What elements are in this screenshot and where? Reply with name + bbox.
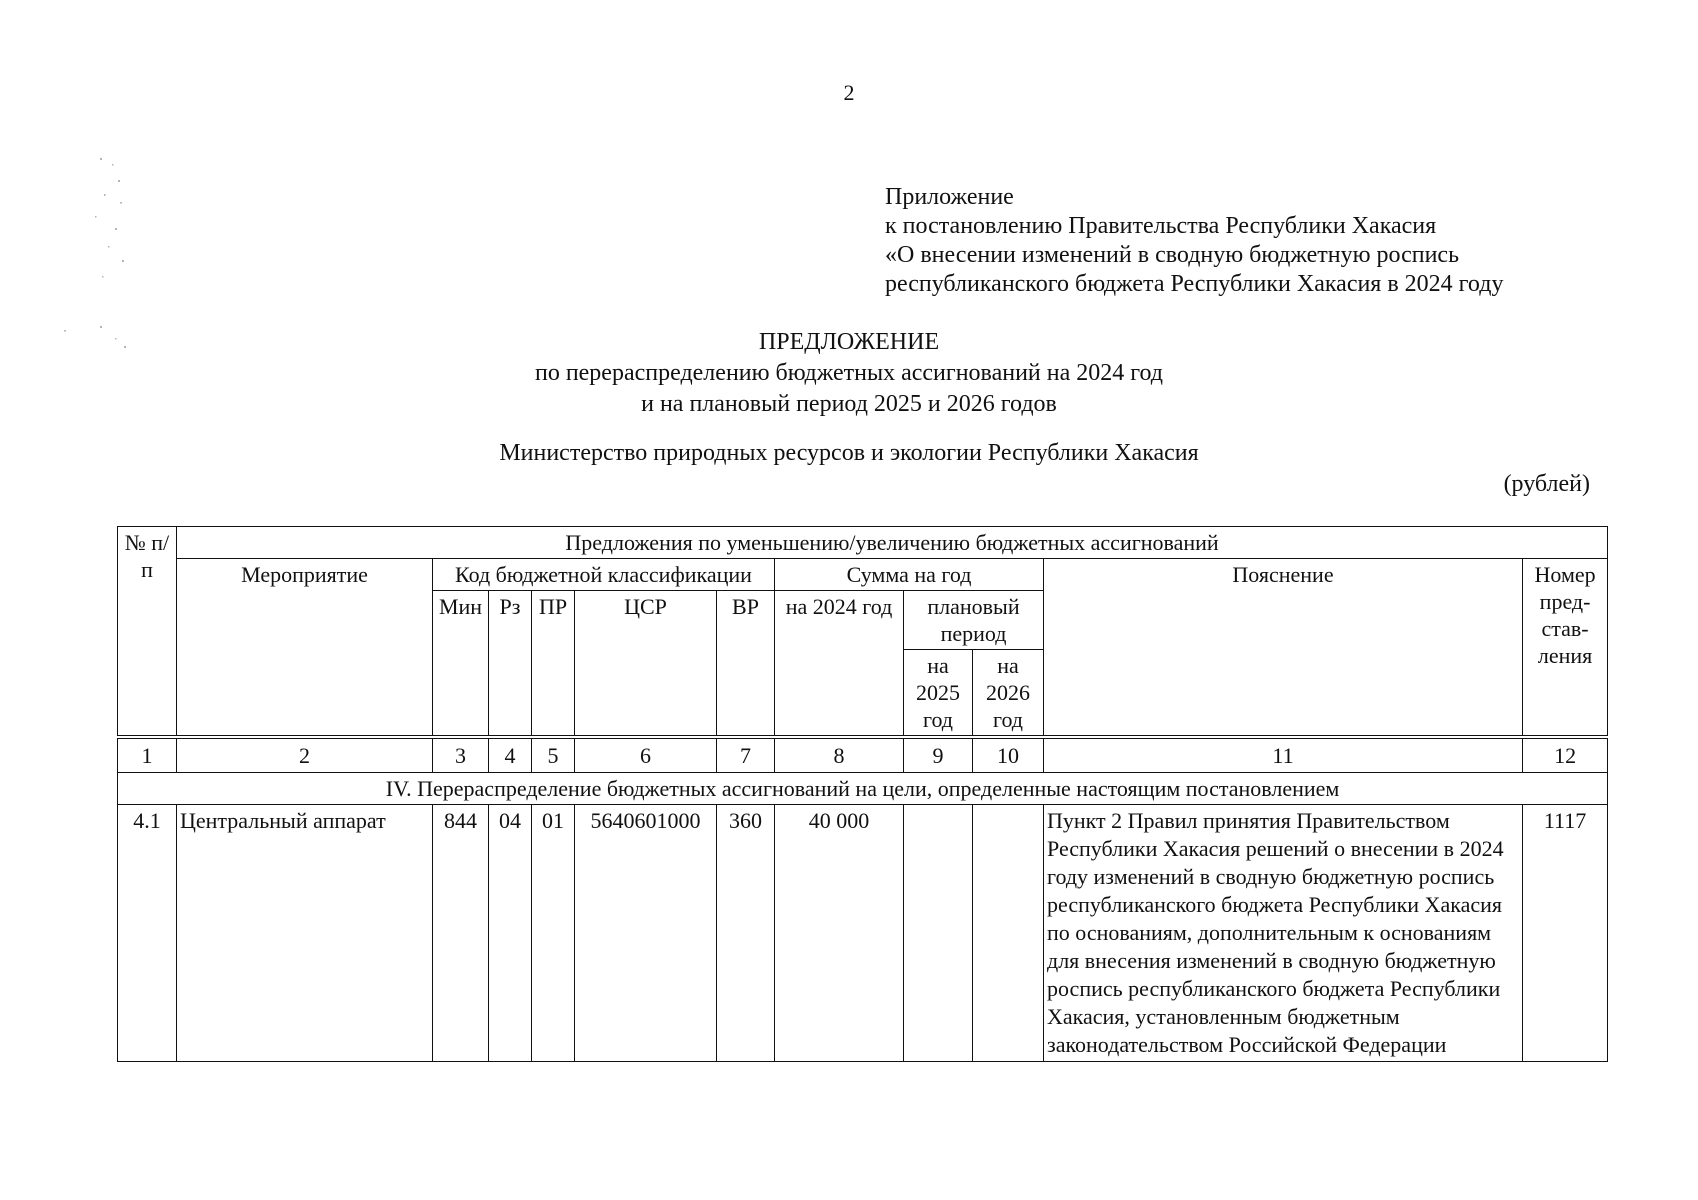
header-row — [118, 527, 1608, 559]
row-min: 844 — [433, 805, 489, 1062]
appendix-line: республиканского бюджета Республики Хакасия в 2024 году — [885, 271, 1504, 297]
appendix-line: «О внесении изменений в сводную бюджетную роспись — [885, 242, 1460, 268]
row-sum-2026 — [973, 805, 1044, 1062]
header-2024: на 2024 год — [775, 591, 904, 738]
header-rz: Рз — [489, 591, 532, 738]
header-row — [118, 559, 1608, 591]
column-number: 5 — [532, 737, 575, 773]
appendix-block — [885, 183, 1503, 299]
row-vr: 360 — [717, 805, 775, 1062]
row-event: Центральный аппарат — [177, 805, 433, 1062]
column-number: 8 — [775, 737, 904, 773]
row-pr: 01 — [532, 805, 575, 1062]
units-label: (рублей) — [1503, 471, 1590, 497]
row-sum-2025 — [904, 805, 973, 1062]
ministry-name: Министерство природных ресурсов и экологии Республики Хакасия — [499, 440, 1199, 466]
row-sum-2024: 40 000 — [775, 805, 904, 1062]
column-number: 6 — [575, 737, 717, 773]
column-number: 4 — [489, 737, 532, 773]
column-number: 11 — [1044, 737, 1523, 773]
row-csr: 5640601000 — [575, 805, 717, 1062]
appendix-title: Приложение — [885, 184, 1014, 210]
header-planned-period: плановый период — [904, 591, 1044, 650]
row-submission: 1117 — [1523, 805, 1608, 1062]
column-number: 7 — [717, 737, 775, 773]
header-min: Мин — [433, 591, 489, 738]
header-event: Мероприятие — [177, 559, 433, 738]
column-number: 1 — [118, 737, 177, 773]
header-2025: на 2025 год — [904, 650, 973, 738]
page-number: 2 — [843, 80, 855, 105]
row-num: 4.1 — [118, 805, 177, 1062]
document-subtitle: и на плановый период 2025 и 2026 годов — [641, 391, 1057, 417]
row-rz: 04 — [489, 805, 532, 1062]
appendix-line: к постановлению Правительства Республики Хакасия — [885, 213, 1437, 239]
header-vr: ВР — [717, 591, 775, 738]
header-group-title: Предложения по уменьшению/увеличению бюджетных ассигнований — [177, 527, 1608, 559]
table-row — [118, 805, 1608, 1062]
column-number: 2 — [177, 737, 433, 773]
budget-table — [117, 526, 1608, 1062]
column-number-row — [118, 737, 1608, 773]
section-title: IV. Перераспределение бюджетных ассигнований на цели, определенные настоящим постановлением — [118, 773, 1608, 805]
header-submission: Номер пред-став-ления — [1523, 559, 1608, 738]
header-pr: ПР — [532, 591, 575, 738]
column-number: 9 — [904, 737, 973, 773]
column-number: 12 — [1523, 737, 1608, 773]
document-subtitle: по перераспределению бюджетных ассигнований на 2024 год — [534, 360, 1164, 386]
document-title: ПРЕДЛОЖЕНИЕ — [758, 329, 940, 355]
column-number: 3 — [433, 737, 489, 773]
row-explanation: Пункт 2 Правил принятия Правительством Республики Хакасия решений о внесении в 2024 году изменений в сводную бюджетную роспись республиканского бюджета Республики Хакасия по основаниям, дополнительным к основаниям для внесения изменений в сводную бюджетную роспись республиканского бюджета Республики Хакасия, установленным бюджетным законодательством Российской Федерации — [1044, 805, 1523, 1062]
document-heading — [0, 327, 1698, 420]
section-row — [118, 773, 1608, 805]
header-num: № п/п — [118, 527, 177, 738]
column-number: 10 — [973, 737, 1044, 773]
header-2026: на 2026 год — [973, 650, 1044, 738]
header-sum: Сумма на год — [775, 559, 1044, 591]
header-budget-code: Код бюджетной классификации — [433, 559, 775, 591]
header-csr: ЦСР — [575, 591, 717, 738]
header-explanation: Пояснение — [1044, 559, 1523, 738]
